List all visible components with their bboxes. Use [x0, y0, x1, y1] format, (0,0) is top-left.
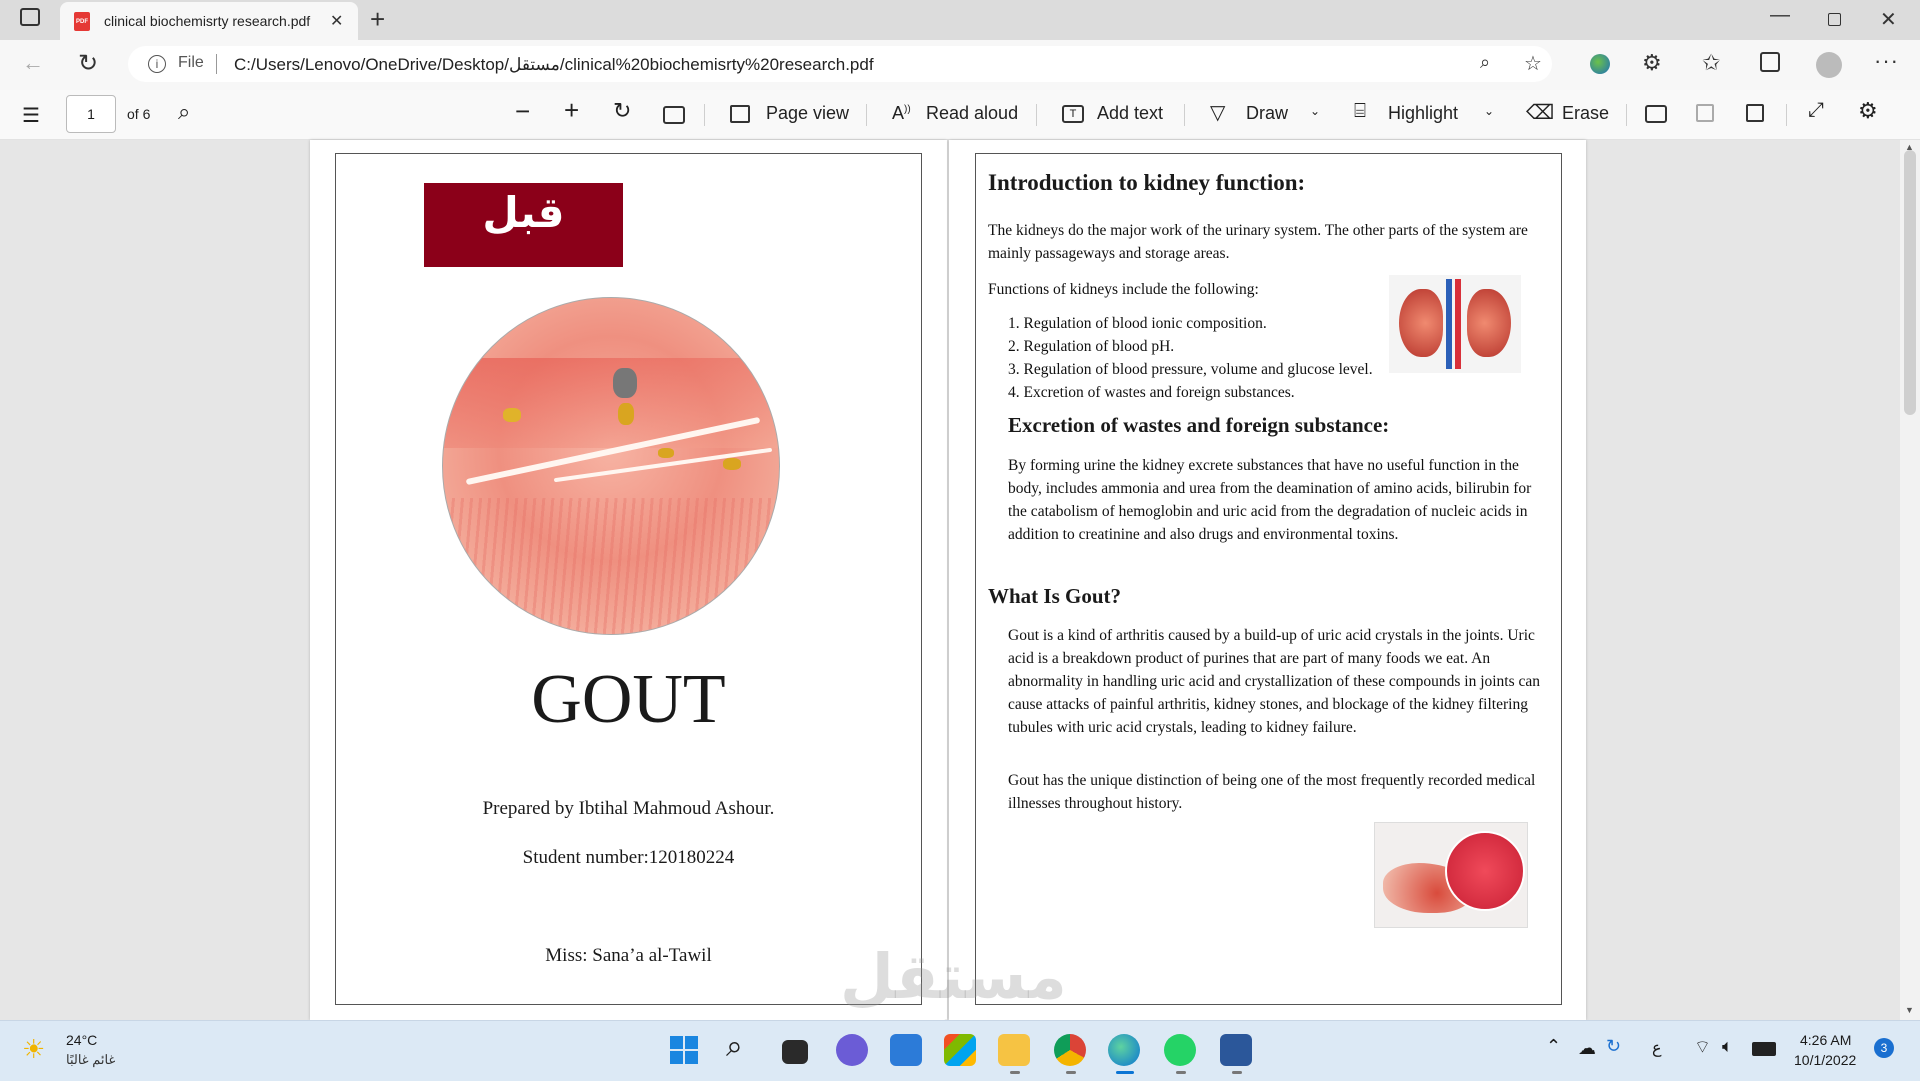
refresh-icon[interactable]: ↻ — [78, 50, 99, 77]
start-button-icon[interactable] — [670, 1036, 698, 1064]
save-as-icon[interactable] — [1746, 104, 1764, 122]
search-icon[interactable]: ⌕ — [178, 99, 191, 124]
highlight-options-chevron-icon[interactable]: ⌄ — [1484, 104, 1495, 118]
tab-title: clinical biochemisrty research.pdf — [104, 13, 311, 29]
favorites-icon[interactable]: ✩ — [1702, 50, 1721, 75]
student-number: Student number:120180224 — [522, 847, 735, 868]
erase-icon[interactable]: ⌫ — [1526, 102, 1555, 124]
gout-foot-illustration — [1374, 822, 1528, 928]
task-view-icon[interactable] — [782, 1040, 808, 1064]
read-aloud-icon[interactable]: A)) — [892, 103, 911, 123]
page-total: of 6 — [127, 106, 151, 122]
add-text-icon[interactable]: T — [1062, 105, 1084, 123]
tab-actions-icon[interactable] — [20, 8, 40, 26]
close-window-icon[interactable]: ✕ — [1880, 9, 1897, 31]
toolbar-divider — [1786, 104, 1787, 126]
volume-icon[interactable]: 🔈︎ — [1722, 1036, 1733, 1056]
watermark-arabic: مستقل — [840, 940, 1067, 1013]
highlight-button[interactable]: Highlight — [1388, 103, 1459, 123]
search-taskbar-icon[interactable]: ⌕ — [726, 1030, 743, 1063]
paragraph-gout-definition: Gout is a kind of arthritis caused by a build-up of uric acid crystals in the joints. Uric acid is a breakdown product of purines that are part of many foods we eat. An abnormality in handling uric acid and crystallization of these compounds in joints can cause attacks of painful arthritis, kidney stones, and blockage of the kidney filtering tubules with uric acid crystals, leading to kidney failure. — [1008, 627, 1541, 736]
battery-icon[interactable] — [1752, 1042, 1776, 1056]
language-indicator[interactable]: ع — [1652, 1040, 1662, 1057]
weather-icon[interactable]: ☀ — [22, 1034, 46, 1064]
profile-avatar[interactable] — [1816, 52, 1842, 78]
sync-icon[interactable]: ↻ — [1606, 1036, 1622, 1056]
app-running-indicator — [1010, 1071, 1020, 1074]
address-prefix: File — [178, 54, 204, 71]
back-icon[interactable]: ← — [22, 50, 44, 75]
new-tab-icon[interactable]: + — [370, 4, 386, 34]
fit-page-icon[interactable] — [663, 106, 685, 124]
list-item: 3. Regulation of blood pressure, volume and glucose level. — [1008, 361, 1373, 378]
clock-time[interactable]: 4:26 AM — [1800, 1032, 1852, 1048]
notification-badge[interactable]: 3 — [1874, 1038, 1894, 1058]
extension-globe-icon[interactable] — [1590, 54, 1610, 74]
favorite-star-icon[interactable]: ☆ — [1524, 53, 1542, 75]
heading-kidney-function: Introduction to kidney function: — [988, 170, 1306, 195]
kidney-illustration — [1389, 275, 1521, 373]
print-icon[interactable] — [1645, 105, 1667, 123]
address-separator — [216, 54, 217, 74]
page-view-icon[interactable] — [730, 105, 750, 123]
list-item: 2. Regulation of blood pH. — [1008, 338, 1175, 355]
store-icon[interactable] — [944, 1034, 976, 1066]
paragraph-excretion: By forming urine the kidney excrete substances that have no useful function in the body, includes ammonia and urea from the deamination of amino acids, bilirubin for the catabolism of hemoglobin and uric acid from the degradation of nucleic acids in addition to creatinine and also drugs and environmental toxins. — [1008, 457, 1532, 543]
toolbar-divider — [1184, 104, 1185, 126]
weather-desc[interactable]: غائم غالبًا — [66, 1052, 116, 1067]
draw-options-chevron-icon[interactable]: ⌄ — [1310, 104, 1321, 118]
toolbar-divider — [704, 104, 705, 126]
address-bar[interactable] — [128, 46, 1552, 82]
prepared-by: Prepared by Ibtihal Mahmoud Ashour. — [482, 798, 775, 819]
save-icon[interactable] — [1696, 104, 1714, 122]
heading-what-is-gout: What Is Gout? — [988, 584, 1122, 608]
add-text-button[interactable]: Add text — [1097, 103, 1164, 123]
scroll-down-icon[interactable]: ▼ — [1905, 1005, 1914, 1015]
paragraph-urinary-system: The kidneys do the major work of the urinary system. The other parts of the system are mainly passageways and storage areas. — [988, 222, 1528, 262]
collections-icon[interactable] — [1760, 52, 1780, 72]
functions-list — [1008, 312, 1448, 404]
arabic-badge-text: قبل — [482, 188, 565, 237]
pdf-toolbar — [0, 90, 1920, 140]
pdf-file-icon: PDF — [74, 12, 90, 31]
toolbar-divider — [1036, 104, 1037, 126]
page-view-button[interactable]: Page view — [766, 103, 850, 123]
paragraph-gout-history: Gout has the unique distinction of being one of the most frequently recorded medical illnesses throughout history. — [1008, 772, 1536, 812]
more-menu-icon[interactable]: ··· — [1874, 48, 1899, 73]
address-text[interactable]: C:/Users/Lenovo/OneDrive/Desktop/مستقل/clinical%20biochemisrty%20research.pdf — [234, 55, 874, 74]
teacher-name: Miss: Sana’a al-Tawil — [545, 945, 712, 966]
scroll-up-icon[interactable]: ▲ — [1905, 142, 1914, 152]
file-explorer-icon[interactable] — [998, 1034, 1030, 1066]
app-running-indicator — [1232, 1071, 1242, 1074]
read-aloud-button[interactable]: Read aloud — [926, 103, 1019, 123]
weather-temp[interactable]: 24°C — [66, 1032, 98, 1048]
onedrive-icon[interactable]: ☁ — [1578, 1038, 1596, 1058]
zoom-icon[interactable]: ⌕ — [1480, 52, 1491, 72]
list-item: 1. Regulation of blood ionic composition. — [1008, 315, 1267, 332]
list-item: 4. Excretion of wastes and foreign substances. — [1008, 384, 1295, 401]
fullscreen-icon[interactable]: ⤢ — [1808, 99, 1824, 121]
app-running-indicator — [1066, 1071, 1076, 1074]
page-number-input[interactable]: 1 — [66, 95, 116, 133]
clock-date[interactable]: 10/1/2022 — [1794, 1052, 1857, 1068]
minimize-icon[interactable]: — — [1770, 4, 1790, 26]
gout-tissue-illustration — [442, 297, 780, 635]
chat-icon[interactable] — [836, 1034, 868, 1066]
edge-icon[interactable] — [1108, 1034, 1140, 1066]
app-running-indicator — [1176, 1071, 1186, 1074]
toolbar-divider — [1626, 104, 1627, 126]
extensions-icon[interactable]: ⚙ — [1642, 50, 1662, 75]
toolbar-divider — [866, 104, 867, 126]
functions-intro: Functions of kidneys include the following: — [988, 281, 1259, 298]
restore-icon[interactable] — [1828, 13, 1841, 26]
chrome-icon[interactable] — [1054, 1034, 1086, 1066]
pdf-page-2 — [949, 140, 1586, 1020]
pdf-page-1 — [310, 140, 947, 1020]
mail-icon[interactable] — [890, 1034, 922, 1066]
highlight-icon[interactable]: ⌸ — [1354, 100, 1366, 122]
draw-icon[interactable]: ▽ — [1210, 102, 1226, 124]
contents-list-icon[interactable]: ☰ — [22, 105, 40, 127]
settings-gear-icon[interactable]: ⚙ — [1858, 98, 1878, 123]
scrollbar-thumb[interactable] — [1904, 150, 1916, 415]
close-tab-icon[interactable]: ✕ — [330, 13, 344, 30]
heading-excretion: Excretion of wastes and foreign substance: — [1008, 413, 1390, 437]
site-info-icon[interactable]: i — [148, 55, 166, 73]
rotate-icon[interactable]: ↻ — [613, 98, 632, 123]
app-running-indicator — [1116, 1071, 1134, 1074]
zoom-out-icon[interactable]: − — [515, 96, 531, 126]
word-icon[interactable] — [1220, 1034, 1252, 1066]
wifi-icon[interactable]: ⌔ — [1694, 1037, 1711, 1057]
browser-tab[interactable] — [60, 2, 358, 40]
erase-button[interactable]: Erase — [1562, 103, 1610, 123]
show-hidden-icons-icon[interactable]: ⌃ — [1546, 1036, 1562, 1056]
document-title: GOUT — [531, 661, 726, 738]
whatsapp-icon[interactable] — [1164, 1034, 1196, 1066]
zoom-in-icon[interactable]: + — [564, 95, 580, 125]
draw-button[interactable]: Draw — [1246, 103, 1289, 123]
